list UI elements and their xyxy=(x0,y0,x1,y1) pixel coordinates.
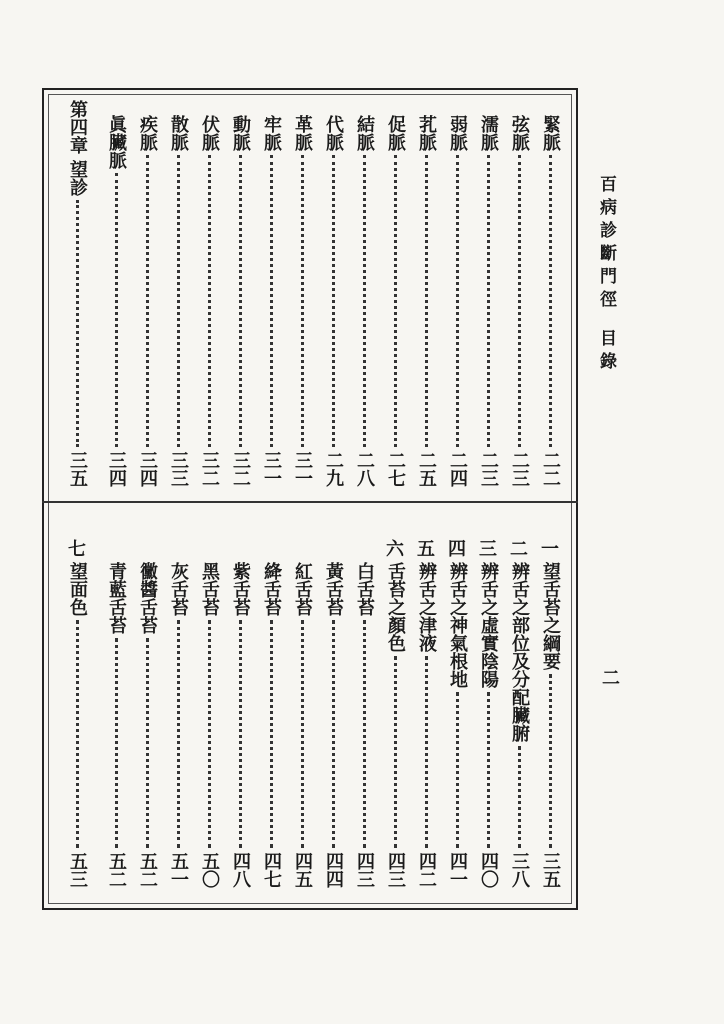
toc-entry xyxy=(444,538,470,888)
toc-entry xyxy=(537,538,563,888)
entry-label: 牢脈 xyxy=(261,115,282,151)
entry-number: 四 xyxy=(448,539,466,560)
toc-entry xyxy=(227,115,253,487)
dot-leader xyxy=(208,620,211,848)
entry-label: 結脈 xyxy=(354,115,375,151)
toc-entry xyxy=(382,538,408,888)
dot-leader xyxy=(177,155,180,447)
dot-leader xyxy=(518,155,521,447)
entry-label: 芤脈 xyxy=(416,115,437,151)
toc-entry xyxy=(475,115,501,487)
entry-label: 眞臟脈 xyxy=(106,115,127,169)
entry-page: 二七 xyxy=(385,451,406,487)
toc-subentry xyxy=(134,562,160,888)
dot-leader xyxy=(270,620,273,848)
entry-label: 黃舌苔 xyxy=(323,562,344,616)
entry-page: 三一 xyxy=(292,451,313,487)
entry-page: 二九 xyxy=(323,451,344,487)
entry-page: 五一 xyxy=(168,852,189,888)
entry-page: 二五 xyxy=(416,451,437,487)
entry-label: 疾脈 xyxy=(137,115,158,151)
toc-subentry xyxy=(196,562,222,888)
toc-entry xyxy=(64,538,90,888)
dot-leader xyxy=(239,155,242,447)
toc-subentry xyxy=(258,562,284,888)
entry-label: 辨舌之部位及分配臟腑 xyxy=(509,562,530,742)
entry-page: 四〇 xyxy=(478,852,499,888)
entry-number: 五 xyxy=(417,539,435,560)
entry-page: 四四 xyxy=(323,852,344,888)
dot-leader xyxy=(146,155,149,447)
toc-entry xyxy=(506,115,532,487)
toc-entry xyxy=(537,115,563,487)
dot-leader xyxy=(363,620,366,848)
dot-leader xyxy=(425,155,428,447)
entry-page: 五二 xyxy=(106,852,127,888)
toc-entry xyxy=(413,115,439,487)
entry-page: 三二 xyxy=(199,451,220,487)
book-title-column xyxy=(593,175,619,375)
dot-leader xyxy=(332,155,335,447)
dot-leader xyxy=(363,155,366,447)
dot-leader xyxy=(301,155,304,447)
entry-label: 望面色 xyxy=(67,562,88,616)
section-title: 目錄 xyxy=(596,329,616,375)
toc-entry xyxy=(475,538,501,888)
dot-leader xyxy=(270,155,273,447)
entry-label: 弦脈 xyxy=(509,115,530,151)
entry-page: 三八 xyxy=(509,852,530,888)
dot-leader xyxy=(76,200,79,447)
dot-leader xyxy=(456,692,459,848)
entry-label: 散脈 xyxy=(168,115,189,151)
entry-label: 辨舌之虛實陰陽 xyxy=(478,562,499,688)
entry-label: 黑舌苔 xyxy=(199,562,220,616)
entry-page: 四八 xyxy=(230,852,251,888)
entry-page: 二三 xyxy=(509,451,530,487)
chapter-heading: 第四章 望診 xyxy=(67,100,88,197)
entry-page: 四五 xyxy=(292,852,313,888)
dot-leader xyxy=(549,674,552,848)
toc-entry xyxy=(258,115,284,487)
entry-page: 三四 xyxy=(137,451,158,487)
toc-entry xyxy=(320,115,346,487)
toc-subentry xyxy=(351,562,377,888)
dot-leader xyxy=(394,656,397,848)
entry-page: 二三 xyxy=(478,451,499,487)
toc-entry xyxy=(444,115,470,487)
entry-label: 辨舌之神氣根地 xyxy=(447,562,468,688)
toc-entry xyxy=(134,115,160,487)
entry-label: 望舌苔之綱要 xyxy=(540,562,561,670)
entry-label: 弱脈 xyxy=(447,115,468,151)
entry-page: 四三 xyxy=(385,852,406,888)
dot-leader xyxy=(115,638,118,848)
dot-leader xyxy=(76,620,79,848)
dot-leader xyxy=(239,620,242,848)
toc-entry xyxy=(506,538,532,888)
dot-leader xyxy=(487,692,490,848)
toc-entry xyxy=(382,115,408,487)
entry-label: 伏脈 xyxy=(199,115,220,151)
entry-label: 灰舌苔 xyxy=(168,562,189,616)
entry-label: 青藍舌苔 xyxy=(106,562,127,634)
toc-subentry xyxy=(320,562,346,888)
entry-label: 黴醬舌苔 xyxy=(137,562,158,634)
entry-page: 五三 xyxy=(67,852,88,888)
entry-page: 五二 xyxy=(137,852,158,888)
entry-label: 絳舌苔 xyxy=(261,562,282,616)
dot-leader xyxy=(518,746,521,848)
toc-subentry xyxy=(289,562,315,888)
toc-entry xyxy=(289,115,315,487)
dot-leader xyxy=(425,656,428,848)
entry-page: 四一 xyxy=(447,852,468,888)
entry-label: 紅舌苔 xyxy=(292,562,313,616)
chapter-heading-entry xyxy=(64,100,90,487)
dot-leader xyxy=(549,155,552,447)
entry-number: 七 xyxy=(68,539,86,560)
entry-number: 三 xyxy=(479,539,497,560)
dot-leader xyxy=(332,620,335,848)
dot-leader xyxy=(394,155,397,447)
entry-label: 白舌苔 xyxy=(354,562,375,616)
entry-page: 二四 xyxy=(447,451,468,487)
entry-label: 代脈 xyxy=(323,115,344,151)
entry-label: 濡脈 xyxy=(478,115,499,151)
toc-entry xyxy=(165,115,191,487)
toc-entry xyxy=(351,115,377,487)
entry-number: 一 xyxy=(541,539,559,560)
dot-leader xyxy=(301,620,304,848)
entry-page: 二八 xyxy=(354,451,375,487)
dot-leader xyxy=(456,155,459,447)
entry-page: 三三 xyxy=(168,451,189,487)
entry-page: 三一 xyxy=(261,451,282,487)
entry-label: 舌苔之顏色 xyxy=(385,562,406,652)
entry-page: 三五 xyxy=(67,451,88,487)
toc-subentry xyxy=(227,562,253,888)
entry-page: 四七 xyxy=(261,852,282,888)
page-number: 二 xyxy=(599,668,620,686)
entry-page: 二二 xyxy=(540,451,561,487)
toc-subentry xyxy=(165,562,191,888)
entry-page: 三四 xyxy=(106,451,127,487)
entry-label: 革脈 xyxy=(292,115,313,151)
dot-leader xyxy=(146,638,149,848)
toc-entry xyxy=(196,115,222,487)
entry-page: 三二 xyxy=(230,451,251,487)
entry-number: 二 xyxy=(510,539,528,560)
toc-subentry xyxy=(103,562,129,888)
entry-label: 辨舌之津液 xyxy=(416,562,437,652)
toc-entry xyxy=(413,538,439,888)
book-title: 百病診斷門徑 xyxy=(596,175,616,313)
dot-leader xyxy=(115,173,118,447)
entry-label: 動脈 xyxy=(230,115,251,151)
entry-label: 紫舌苔 xyxy=(230,562,251,616)
dot-leader xyxy=(177,620,180,848)
entry-label: 促脈 xyxy=(385,115,406,151)
entry-page: 四二 xyxy=(416,852,437,888)
dot-leader xyxy=(487,155,490,447)
entry-page: 三五 xyxy=(540,852,561,888)
dot-leader xyxy=(208,155,211,447)
toc-entry xyxy=(103,115,129,487)
entry-page: 四三 xyxy=(354,852,375,888)
entry-number: 六 xyxy=(386,539,404,560)
entry-page: 五〇 xyxy=(199,852,220,888)
section-divider xyxy=(42,501,578,503)
entry-label: 緊脈 xyxy=(540,115,561,151)
